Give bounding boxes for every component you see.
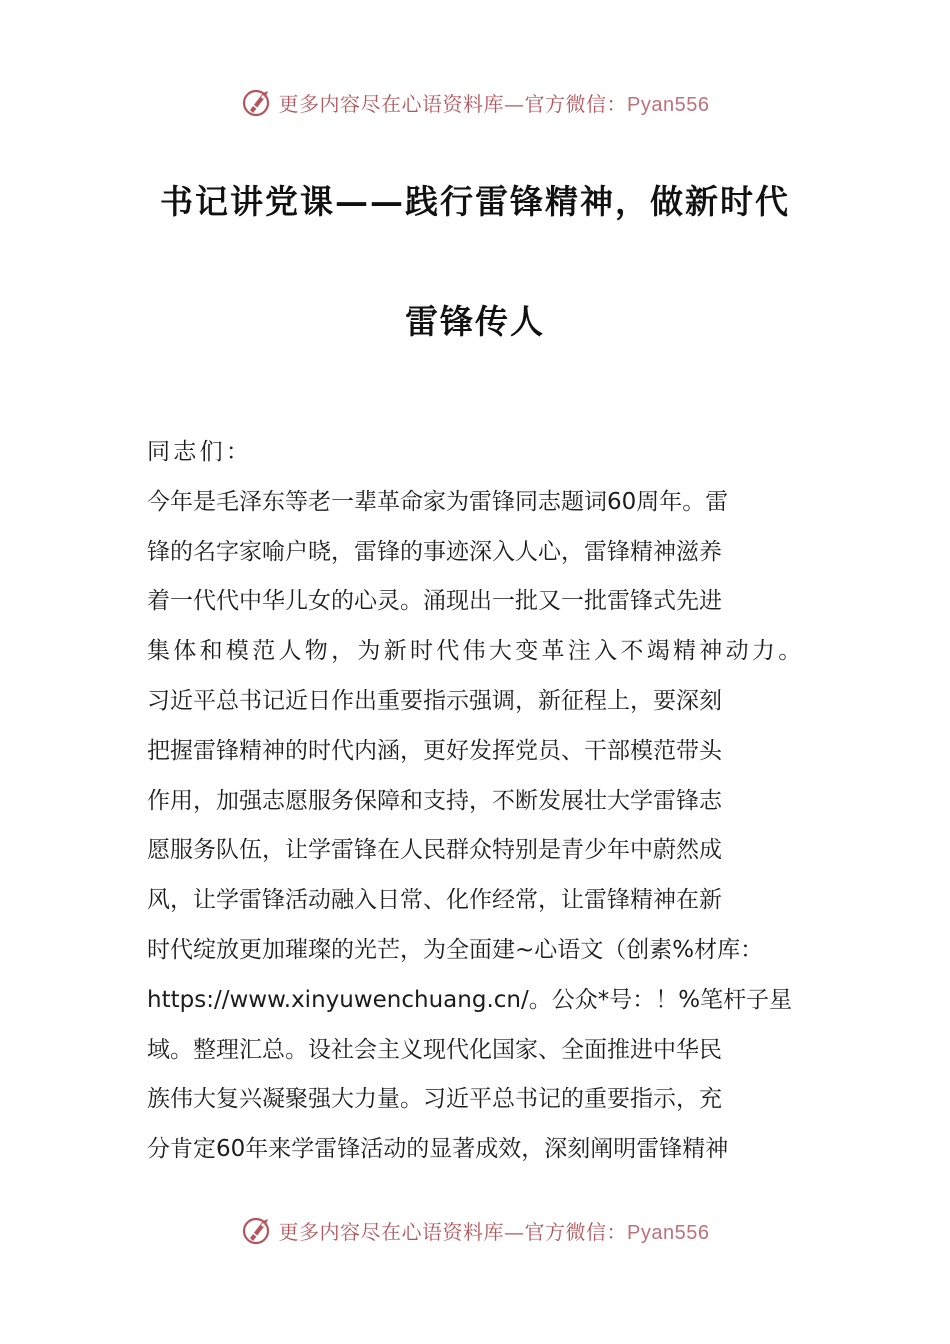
body-line: 时代绽放更加璀璨的光芒，为全面建~心语文（创素%材库： (147, 936, 764, 963)
body-line: 锋的名字家喻户晓，雷锋的事迹深入人心，雷锋精神滋养 (147, 538, 722, 565)
document-title-line-2: 雷锋传人 (405, 302, 545, 341)
document-title-line-1: 书记讲党课——践行雷锋精神，做新时代 (160, 182, 790, 221)
wechat-id: Pyan556 (627, 1221, 710, 1244)
pen-nib-circle-icon (241, 85, 275, 119)
body-line: 着一代代中华儿女的心灵。涌现出一批又一批雷锋式先进 (147, 588, 722, 615)
body-line: 风，让学雷锋活动融入日常、化作经常，让雷锋精神在新 (147, 887, 722, 914)
body-line: 今年是毛泽东等老一辈革命家为雷锋同志题词60周年。雷 (147, 488, 729, 515)
body-line: 集体和模范人物，为新时代伟大变革注入不竭精神动力。 (147, 638, 805, 665)
body-line: 分肯定60年来学雷锋活动的显著成效，深刻阐明雷锋精神 (147, 1136, 729, 1163)
body-line: 把握雷锋精神的时代内涵，更好发挥党员、干部模范带头 (147, 737, 722, 764)
body-line-url[interactable]: https://www.xinyuwenchuang.cn/。公众*号：！%笔杆子星 (147, 986, 793, 1013)
pen-nib-circle-icon (241, 1213, 275, 1247)
banner-text: 更多内容尽在心语资料库—官方微信：Pyan556 (278, 91, 710, 116)
body-line: 习近平总书记近日作出重要指示强调，新征程上，要深刻 (147, 687, 722, 714)
banner-text: 更多内容尽在心语资料库—官方微信：Pyan556 (278, 1219, 710, 1244)
footer-banner (0, 1210, 950, 1250)
wechat-id: Pyan556 (627, 93, 710, 116)
body-line: 域。整理汇总。设社会主义现代化国家、全面推进中华民 (147, 1036, 722, 1063)
body-line: 同志们： (147, 439, 253, 465)
document-body (147, 428, 807, 1175)
body-line: 作用，加强志愿服务保障和支持，不断发展壮大学雷锋志 (147, 787, 722, 814)
header-banner (0, 82, 950, 122)
body-line: 愿服务队伍，让学雷锋在人民群众特别是青少年中蔚然成 (147, 837, 722, 864)
body-line: 族伟大复兴凝聚强大力量。习近平总书记的重要指示，充 (147, 1086, 722, 1113)
